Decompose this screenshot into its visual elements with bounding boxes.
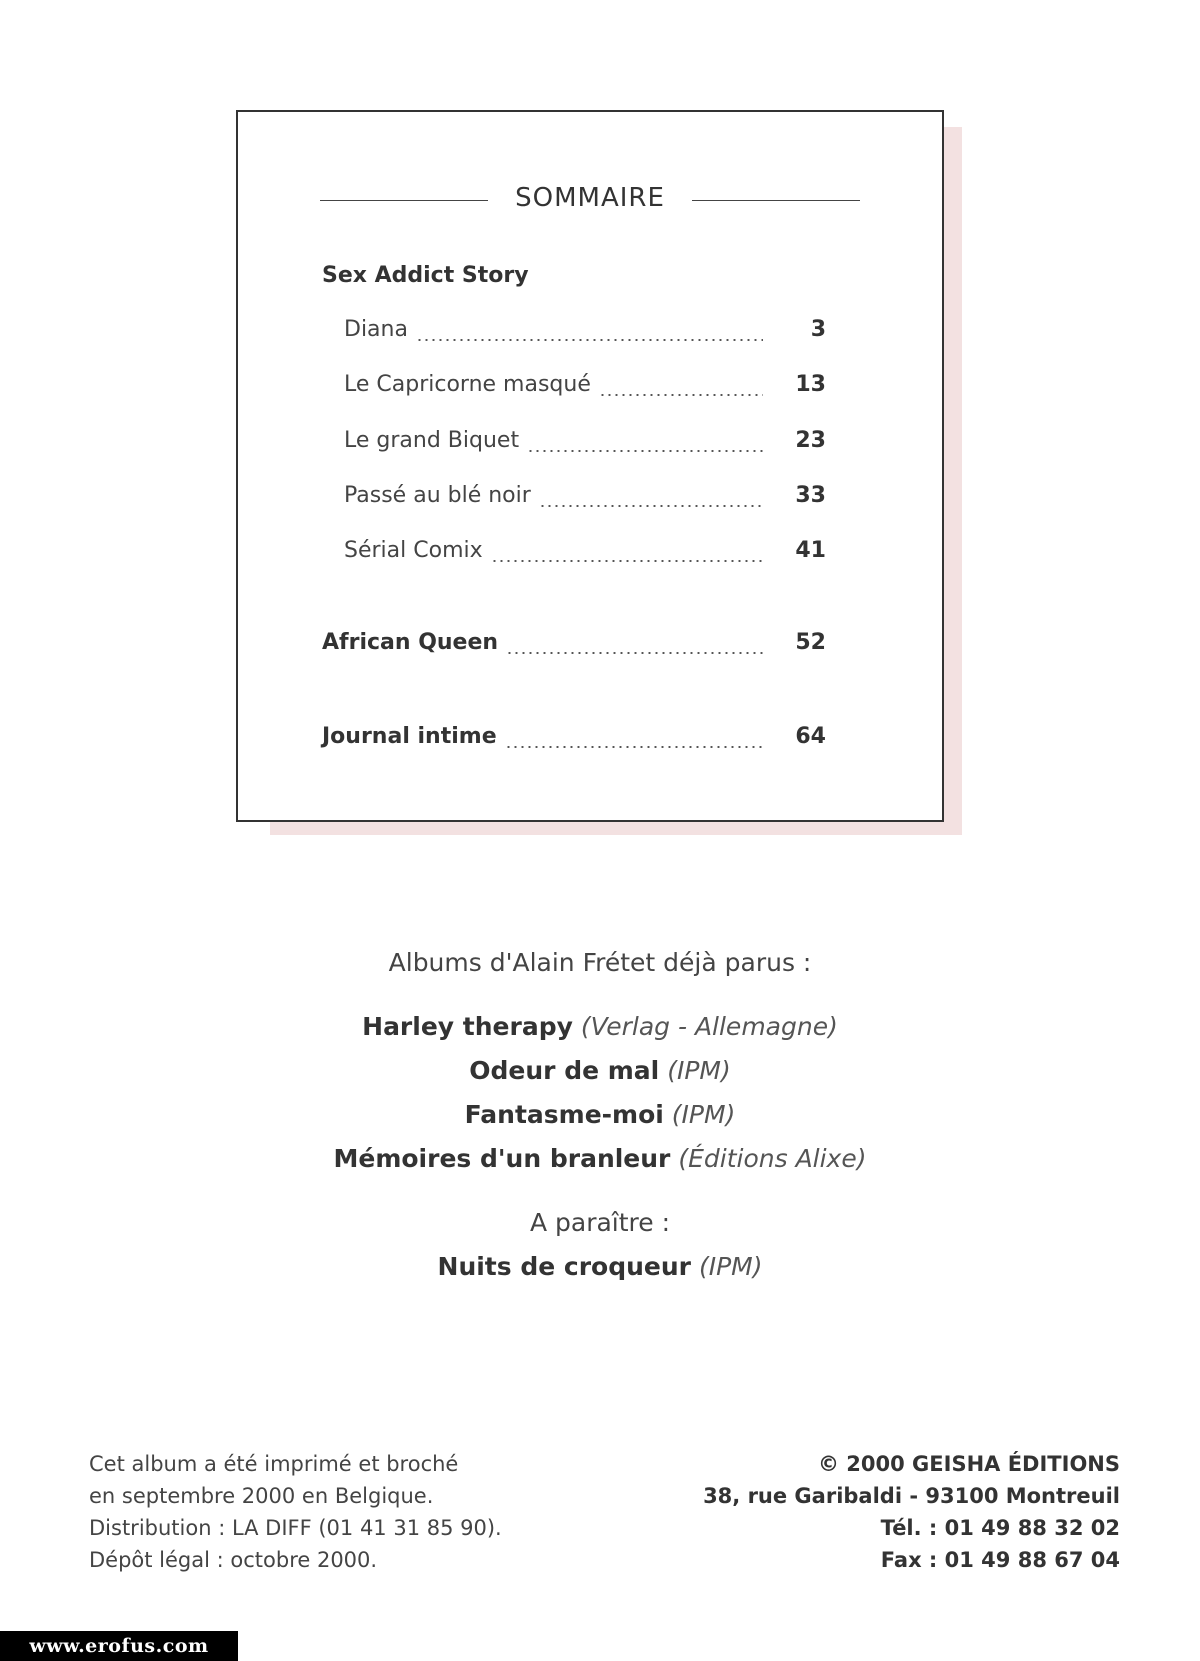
toc-entry-label: Le Capricorne masqué <box>344 372 597 397</box>
album-entry <box>0 1012 1200 1041</box>
album-publisher: (IPM) <box>698 1252 763 1281</box>
album-title: Odeur de mal <box>469 1056 660 1085</box>
toc-entry-page: 3 <box>810 317 826 342</box>
publisher-line: 38, rue Garibaldi - 93100 Montreuil <box>703 1484 1120 1508</box>
toc-entry[interactable] <box>238 317 858 349</box>
upcoming-intro: A paraître : <box>529 1208 671 1237</box>
leader-dots <box>416 339 763 341</box>
colophon-line: Dépôt légal : octobre 2000. <box>89 1548 378 1572</box>
section-title: Sex Addict Story <box>322 263 529 288</box>
printing-info <box>89 1448 502 1576</box>
colophon-line: en septembre 2000 en Belgique. <box>89 1484 434 1508</box>
toc-entry-page: 52 <box>795 630 826 655</box>
toc-entry-page: 13 <box>795 372 826 397</box>
publisher-line: Fax : 01 49 88 67 04 <box>880 1548 1120 1572</box>
colophon-line: Distribution : LA DIFF (01 41 31 85 90). <box>89 1516 502 1540</box>
album-entry <box>0 1100 1200 1129</box>
leader-dots <box>491 560 763 562</box>
leader-dots <box>506 652 763 654</box>
album-entry <box>0 1056 1200 1085</box>
toc-entry-label: Le grand Biquet <box>344 428 525 453</box>
toc-entry[interactable] <box>238 428 858 460</box>
publisher-info <box>703 1448 1120 1576</box>
leader-dots <box>599 394 763 396</box>
colophon-line: Cet album a été imprimé et broché <box>89 1452 459 1476</box>
toc-entry[interactable] <box>238 372 858 404</box>
publisher-line: © 2000 GEISHA ÉDITIONS <box>817 1452 1120 1476</box>
album-publisher: (IPM) <box>671 1100 736 1129</box>
toc-entry-page: 33 <box>795 483 826 508</box>
album-entry <box>0 1144 1200 1173</box>
toc-entry[interactable] <box>238 724 858 756</box>
leader-dots <box>527 450 763 452</box>
toc-entry-page: 41 <box>795 538 826 563</box>
toc-title: SOMMAIRE <box>515 183 665 213</box>
album-title: Fantasme-moi <box>464 1100 664 1129</box>
albums-intro: Albums d'Alain Frétet déjà parus : <box>388 948 812 977</box>
table-of-contents <box>236 110 944 822</box>
toc-entry-label: Diana <box>344 317 414 342</box>
toc-entry-page: 23 <box>795 428 826 453</box>
album-publisher: (Éditions Alixe) <box>678 1144 867 1173</box>
album-title: Nuits de croqueur <box>437 1252 691 1281</box>
publisher-line: Tél. : 01 49 88 32 02 <box>880 1516 1120 1540</box>
toc-entry-label: Passé au blé noir <box>344 483 537 508</box>
toc-entry[interactable] <box>238 483 858 515</box>
toc-entry[interactable] <box>238 630 858 662</box>
album-publisher: (IPM) <box>667 1056 731 1085</box>
toc-entry-label: African Queen <box>322 630 504 655</box>
album-title: Harley therapy <box>362 1012 573 1041</box>
toc-entry-page: 64 <box>795 724 826 749</box>
album-title: Mémoires d'un branleur <box>333 1144 671 1173</box>
toc-entry-label: Sérial Comix <box>344 538 489 563</box>
toc-entry-label: Journal intime <box>322 724 503 749</box>
album-publisher: (Verlag - Allemagne) <box>580 1012 838 1041</box>
upcoming-album <box>0 1252 1200 1281</box>
leader-dots <box>539 505 763 507</box>
toc-entry[interactable] <box>238 538 858 570</box>
site-watermark: www.erofus.com <box>0 1631 238 1661</box>
leader-dots <box>505 746 763 748</box>
